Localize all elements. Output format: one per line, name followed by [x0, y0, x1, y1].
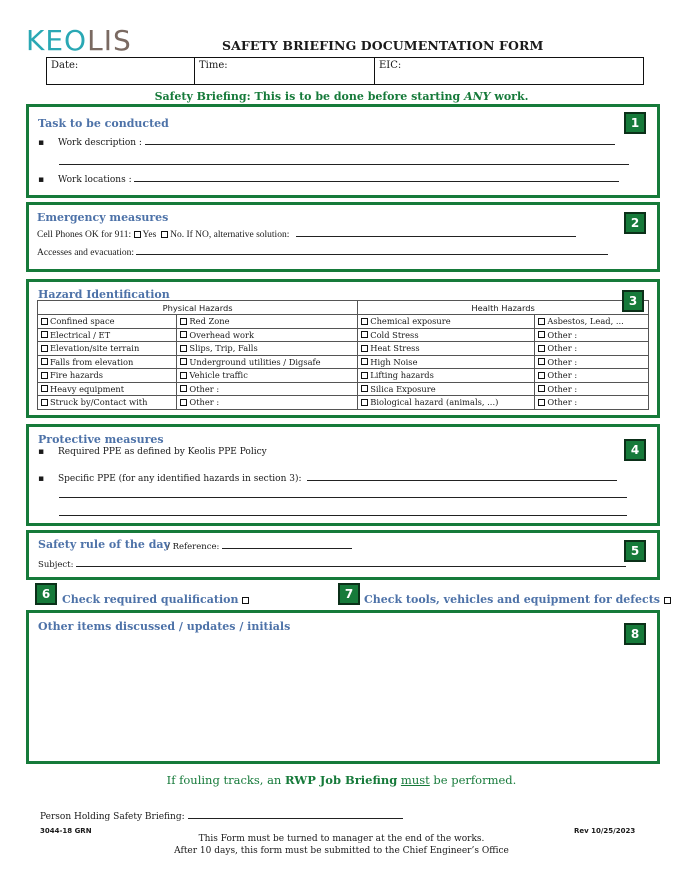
work-locations-row [38, 174, 619, 185]
hazard-cell[interactable] [358, 342, 535, 356]
hazard-cell[interactable] [177, 342, 358, 356]
hazard-cell[interactable] [38, 315, 177, 329]
section-title: Hazard Identification [38, 288, 170, 301]
specific-ppe-input[interactable] [307, 473, 617, 481]
bullet-icon: ▪ [38, 138, 45, 148]
hazard-label: Asbestos, Lead, ... [547, 316, 624, 327]
rwp-pre: If fouling tracks, an [166, 773, 285, 787]
cell-phones-row [37, 229, 576, 240]
bullet-icon: ▪ [38, 474, 45, 484]
work-description-input-line2[interactable] [59, 164, 629, 165]
tagline-post: work. [490, 90, 529, 103]
hazard-row [38, 355, 649, 369]
access-label: Accesses and evacuation: [37, 248, 135, 258]
check-qualification-label: Check required qualification [62, 593, 239, 606]
hazard-label: Chemical exposure [370, 316, 451, 327]
person-holding-input[interactable] [188, 811, 403, 819]
section-title: Task to be conducted [38, 117, 169, 130]
health-hazards-header: Health Hazards [358, 301, 649, 315]
hazard-label: Underground utilities / Digsafe [189, 356, 321, 367]
section-number-badge: 3 [622, 290, 644, 312]
date-field[interactable] [47, 58, 195, 84]
hazard-checkbox[interactable] [538, 358, 545, 365]
hazard-checkbox[interactable] [180, 345, 187, 352]
hazard-cell[interactable] [358, 396, 535, 410]
section-number-badge: 2 [624, 212, 646, 234]
hazard-cell[interactable] [38, 396, 177, 410]
footer-note-line2: After 10 days, this form must be submitted to the Chief Engineer’s Office [174, 846, 509, 856]
hazard-cell[interactable] [177, 382, 358, 396]
hazard-label: Other : [547, 397, 578, 408]
work-description-input[interactable] [145, 137, 615, 145]
hazard-checkbox[interactable] [180, 372, 187, 379]
hazard-label: Silica Exposure [370, 383, 436, 394]
hazard-cell[interactable] [358, 355, 535, 369]
check-qualification-row [62, 593, 251, 606]
bullet-icon: ▪ [38, 447, 45, 457]
other-items-input[interactable] [38, 641, 618, 751]
hazard-label: Other : [547, 383, 578, 394]
section-number-badge: 4 [624, 439, 646, 461]
section-task [26, 104, 660, 198]
reference-row [167, 541, 352, 552]
hazard-label: Electrical / ET [50, 329, 111, 340]
hazard-label: Heavy equipment [50, 383, 125, 394]
yes-label: Yes [142, 230, 157, 240]
hazard-row [38, 382, 649, 396]
hazard-label: Biological hazard (animals, ...) [370, 397, 499, 408]
hazard-checkbox[interactable] [538, 399, 545, 406]
section-title: Emergency measures [37, 211, 169, 224]
hazard-checkbox[interactable] [180, 331, 187, 338]
keolis-logo [26, 26, 132, 56]
hazard-checkbox[interactable] [41, 385, 48, 392]
time-field[interactable] [195, 58, 375, 84]
hazard-cell[interactable] [535, 369, 649, 383]
hazard-cell[interactable] [177, 369, 358, 383]
hazard-label: Other : [189, 397, 220, 408]
hazard-checkbox[interactable] [41, 318, 48, 325]
hazard-row [38, 342, 649, 356]
access-evacuation-input[interactable] [136, 247, 608, 255]
hazard-label: Fire hazards [50, 370, 104, 381]
hazard-cell[interactable] [38, 342, 177, 356]
footer-note-line1: This Form must be turned to manager at the end of the works. [198, 834, 485, 844]
hazard-cell[interactable] [38, 369, 177, 383]
hazard-label: Other : [547, 356, 578, 367]
subject-label: Subject: [38, 560, 74, 570]
person-holding-label: Person Holding Safety Briefing: [40, 812, 185, 822]
hazard-cell[interactable] [38, 328, 177, 342]
section-safety-rule [26, 530, 660, 580]
hazard-label: Other : [547, 343, 578, 354]
hazard-checkbox[interactable] [538, 331, 545, 338]
hazard-cell[interactable] [177, 315, 358, 329]
specific-ppe-input-line3[interactable] [59, 515, 627, 516]
hazard-label: Heat Stress [370, 343, 420, 354]
logo-part1: KEO [26, 24, 88, 57]
hazard-label: Falls from elevation [50, 356, 134, 367]
revision-date: Rev 10/25/2023 [574, 827, 636, 835]
logo-part2: LIS [87, 24, 132, 57]
header-fields-table [46, 57, 644, 85]
hazard-cell[interactable] [358, 382, 535, 396]
person-holding-row [40, 811, 403, 822]
hazard-checkbox[interactable] [361, 358, 368, 365]
form-code: 3044-18 GRN [40, 827, 92, 835]
tagline-emphasis: ANY [464, 90, 491, 103]
section-title: Safety rule of the day [38, 538, 170, 551]
form-title: SAFETY BRIEFING DOCUMENTATION FORM [222, 38, 544, 53]
hazard-checkbox[interactable] [361, 345, 368, 352]
hazard-cell[interactable] [535, 355, 649, 369]
eic-label: EIC: [379, 60, 402, 71]
hazard-label: Confined space [50, 316, 115, 327]
tagline-pre: Safety Briefing: This is to be done before starting [154, 90, 465, 103]
hazard-label: Other : [189, 383, 220, 394]
section-title: Other items discussed / updates / initials [38, 620, 291, 633]
rwp-bold: RWP Job Briefing [285, 773, 398, 787]
check-tools-row [364, 593, 673, 606]
hazard-label: Other : [547, 329, 578, 340]
section-number-badge: 5 [624, 540, 646, 562]
yes-checkbox[interactable] [134, 231, 141, 238]
work-locations-label: Work locations : [58, 175, 132, 185]
hazard-row [38, 328, 649, 342]
hazard-checkbox[interactable] [361, 318, 368, 325]
no-checkbox[interactable] [161, 231, 168, 238]
hazard-cell[interactable] [535, 382, 649, 396]
hazard-cell[interactable] [177, 355, 358, 369]
hazard-label: Cold Stress [370, 329, 419, 340]
time-label: Time: [199, 60, 228, 71]
hazard-checkbox[interactable] [180, 318, 187, 325]
hazard-cell[interactable] [358, 369, 535, 383]
hazard-label: High Noise [370, 356, 418, 367]
section-emergency [26, 202, 660, 272]
hazard-cell[interactable] [535, 328, 649, 342]
hazard-label: Vehicle traffic [189, 370, 248, 381]
bullet-icon: ▪ [38, 175, 45, 185]
section-title: Protective measures [38, 433, 164, 446]
hazard-cell[interactable] [358, 328, 535, 342]
hazard-label: Elevation/site terrain [50, 343, 140, 354]
hazard-checkbox[interactable] [361, 399, 368, 406]
section-protective [26, 424, 660, 526]
hazard-cell[interactable] [358, 315, 535, 329]
hazard-checkbox[interactable] [180, 399, 187, 406]
hazard-checkbox[interactable] [538, 385, 545, 392]
specific-ppe-input-line2[interactable] [59, 497, 627, 498]
hazard-label: Overhead work [189, 329, 255, 340]
alternative-solution-input[interactable] [296, 229, 576, 237]
subject-input[interactable] [76, 559, 626, 567]
tagline [0, 90, 683, 103]
hazard-row [38, 396, 649, 410]
reference-input[interactable] [222, 541, 352, 549]
hazard-table [37, 300, 649, 410]
hazard-label: Slips, Trip, Falls [189, 343, 258, 354]
hazard-checkbox[interactable] [538, 345, 545, 352]
physical-hazards-header: Physical Hazards [38, 301, 358, 315]
hazard-checkbox[interactable] [361, 331, 368, 338]
rwp-must: must [400, 773, 430, 787]
qualification-checkbox[interactable] [242, 597, 249, 604]
hazard-checkbox[interactable] [41, 399, 48, 406]
cell-phones-label: Cell Phones OK for 911: [37, 230, 132, 240]
work-description-label: Work description : [58, 138, 142, 148]
hazard-checkbox[interactable] [538, 318, 545, 325]
rwp-notice [0, 773, 683, 787]
required-ppe-text: Required PPE as defined by Keolis PPE Policy [58, 447, 267, 457]
hazard-cell[interactable] [535, 315, 649, 329]
access-row [37, 247, 608, 258]
reference-label: / Reference: [167, 542, 220, 552]
hazard-label: Other : [547, 370, 578, 381]
hazard-checkbox[interactable] [180, 358, 187, 365]
section-other-items[interactable] [26, 610, 660, 764]
hazard-cell[interactable] [535, 342, 649, 356]
section-number-badge-7: 7 [338, 583, 360, 605]
hazard-checkbox[interactable] [41, 372, 48, 379]
hazard-row [38, 369, 649, 383]
hazard-checkbox[interactable] [180, 385, 187, 392]
hazard-cell[interactable] [177, 396, 358, 410]
hazard-checkbox[interactable] [538, 372, 545, 379]
eic-field[interactable] [375, 58, 643, 84]
required-ppe-row [38, 447, 267, 457]
section-number-badge: 1 [624, 112, 646, 134]
tools-checkbox[interactable] [664, 597, 671, 604]
hazard-checkbox[interactable] [361, 372, 368, 379]
date-label: Date: [51, 60, 79, 71]
work-description-row [38, 137, 615, 148]
rwp-post: be performed. [429, 773, 517, 787]
no-label: No. If NO, alternative solution: [170, 230, 290, 240]
specific-ppe-row [38, 473, 617, 484]
hazard-checkbox[interactable] [41, 345, 48, 352]
work-locations-input[interactable] [134, 174, 619, 182]
hazard-label: Red Zone [189, 316, 230, 327]
hazard-cell[interactable] [177, 328, 358, 342]
specific-ppe-label: Specific PPE (for any identified hazards in section 3): [58, 474, 302, 484]
hazard-cell[interactable] [38, 355, 177, 369]
hazard-cell[interactable] [535, 396, 649, 410]
hazard-label: Lifting hazards [370, 370, 434, 381]
hazard-cell[interactable] [38, 382, 177, 396]
hazard-checkbox[interactable] [41, 358, 48, 365]
section-number-badge-6: 6 [35, 583, 57, 605]
hazard-checkbox[interactable] [41, 331, 48, 338]
subject-row [38, 559, 626, 570]
hazard-checkbox[interactable] [361, 385, 368, 392]
hazard-label: Struck by/Contact with [50, 397, 148, 408]
hazard-row [38, 315, 649, 329]
check-tools-label: Check tools, vehicles and equipment for defects [364, 593, 660, 606]
section-number-badge: 8 [624, 623, 646, 645]
section-hazards [26, 279, 660, 418]
